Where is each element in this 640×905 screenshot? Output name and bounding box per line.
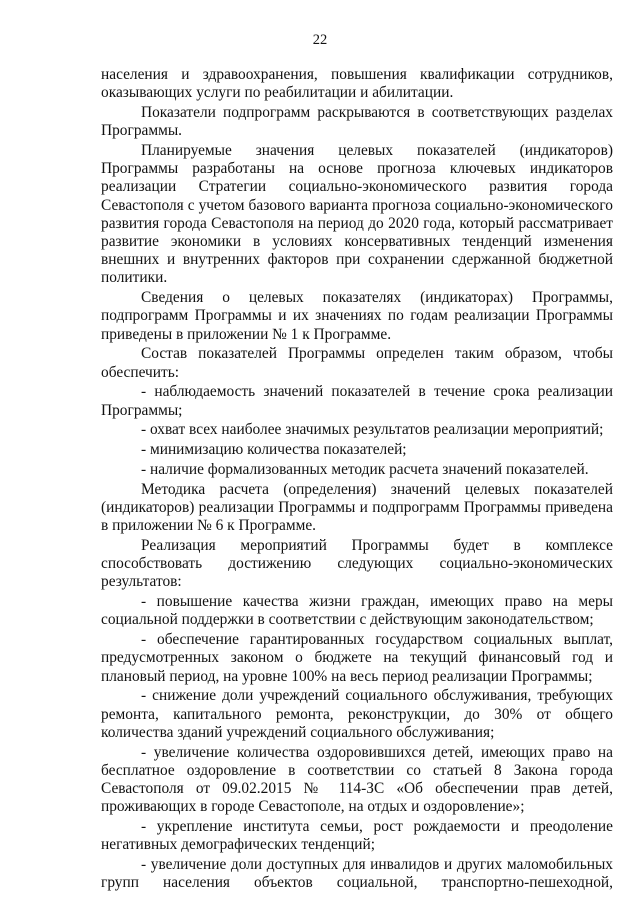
- document-body: [101, 66, 613, 894]
- list-item: - увеличение количества оздоровившихся детей, имеющих право на бесплатное оздоровление в соответствии со статьей 8 Закона города Севастополя от 09.02.2015 № 114-ЗС «Об обеспечении прав детей, проживающих в городе Севастополе, на отдых и оздоровление»;: [101, 743, 613, 816]
- list-item: - наблюдаемость значений показателей в течение срока реализации Программы;: [101, 383, 613, 419]
- list-item: - охват всех наиболее значимых результатов реализации мероприятий;: [141, 421, 604, 439]
- list-item: - снижение доли учреждений социального обслуживания, требующих ремонта, капитального ремонта, реконструкции, до 30% от общего количества зданий учреждений социального обслуживания;: [101, 687, 613, 741]
- paragraph: Реализация мероприятий Программы будет в комплексе способствовать достижению следующих социально-экономических результатов:: [101, 537, 613, 591]
- page-number: 22: [312, 32, 328, 48]
- list-item: - минимизацию количества показателей;: [141, 441, 407, 459]
- list-item: - увеличение доли доступных для инвалидов и других маломобильных групп населения объектов социальной, транспортно-пешеходной,: [101, 856, 613, 892]
- paragraph: Сведения о целевых показателях (индикаторах) Программы, подпрограмм Программы и их значениях по годам реализации Программы приведены в приложении № 1 к Программе.: [101, 289, 613, 343]
- list-item: - обеспечение гарантированных государством социальных выплат, предусмотренных законом о бюджете на текущий финансовый год и плановый период, на уровне 100% на весь период реализации Программы;: [101, 631, 613, 685]
- list-item: - укрепление института семьи, рост рождаемости и преодоление негативных демографических тенденций;: [101, 818, 613, 854]
- paragraph: Состав показателей Программы определен таким образом, чтобы обеспечить:: [101, 345, 613, 381]
- list-item: - повышение качества жизни граждан, имеющих право на меры социальной поддержки в соответствии с действующим законодательством;: [101, 593, 613, 629]
- list-item: - наличие формализованных методик расчета значений показателей.: [141, 461, 589, 479]
- paragraph: Методика расчета (определения) значений целевых показателей (индикаторов) реализации Программы и подпрограмм Программы приведена в приложении № 6 к Программе.: [101, 480, 613, 535]
- paragraph: населения и здравоохранения, повышения квалификации сотрудников, оказывающих услуги по реабилитации и абилитации.: [101, 66, 613, 102]
- paragraph: Показатели подпрограмм раскрываются в соответствующих разделах Программы.: [101, 104, 613, 140]
- paragraph: Планируемые значения целевых показателей (индикаторов) Программы разработаны на основе прогноза ключевых индикаторов реализации Стратегии социально-экономического развития города Севастополя с учетом базового варианта прогноза социально-экономического развития города Севастополя на период до 2020 года, который рассматривает развитие экономики в условиях консервативных тенденций изменения внешних и внутренних факторов при сохранении сдержанной бюджетной политики.: [101, 142, 613, 287]
